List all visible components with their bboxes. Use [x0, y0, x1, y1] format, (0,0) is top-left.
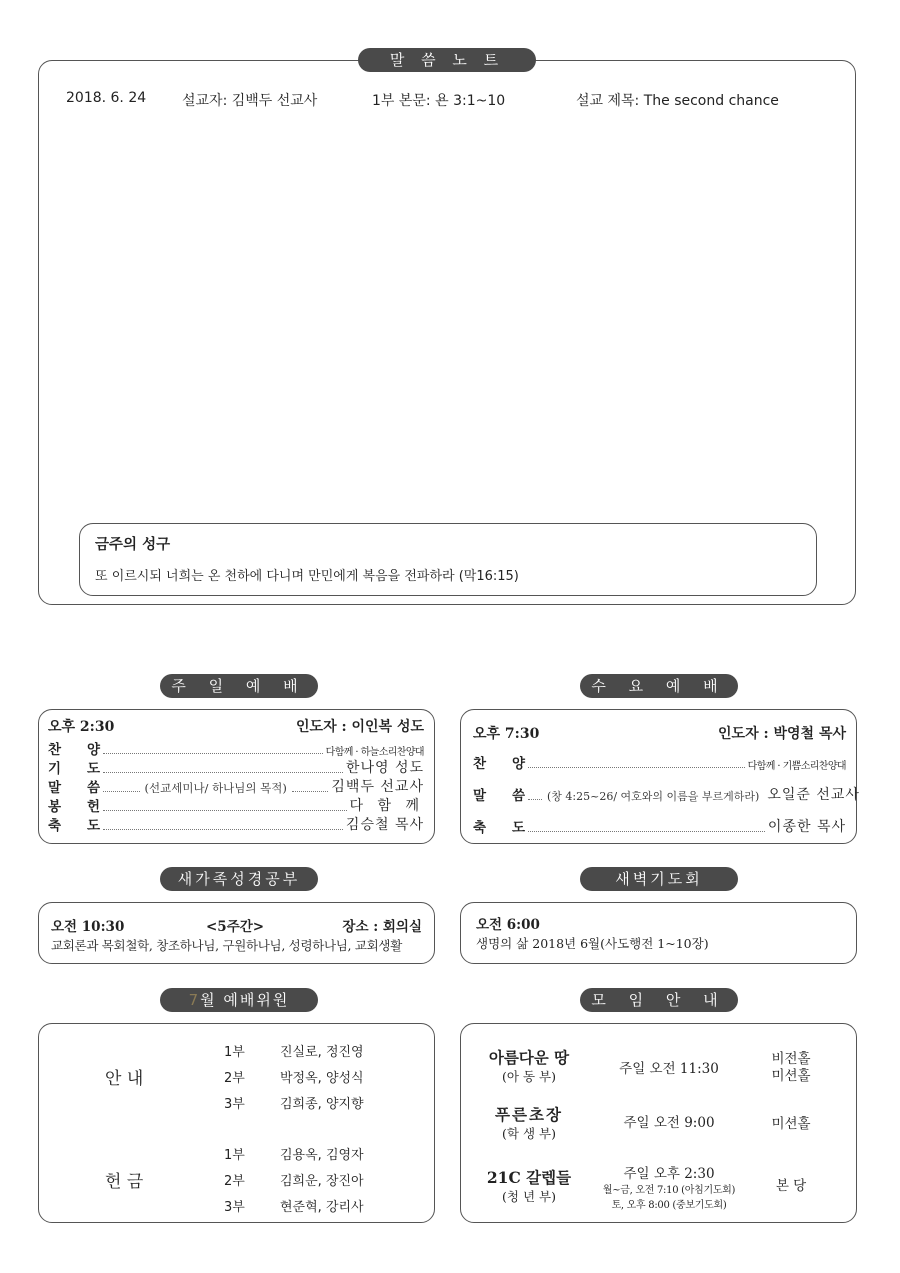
sunday-row-label: 찬 양 [48, 742, 100, 758]
sunday-row-name: 김백두 선교사 [331, 779, 424, 795]
dot-leader [528, 799, 542, 800]
committee-part: 2부 [224, 1071, 245, 1086]
committee-names: 김용옥, 김영자 [280, 1148, 364, 1163]
dot-leader [528, 831, 765, 832]
sunday-time: 오후 2:30 [48, 719, 115, 735]
sunday-row-name: 한나영 성도 [345, 760, 424, 776]
family-study-weeks: <5주간> [206, 919, 265, 935]
committee-title-month: 7 [188, 991, 201, 1009]
sunday-row-name: 다함께 · 하늘소리찬양대 [325, 747, 424, 758]
wednesday-row-label: 축 도 [473, 820, 525, 836]
committee-part: 1부 [224, 1148, 245, 1163]
sermon-title: 설교 제목: The second chance [576, 93, 779, 109]
wednesday-worship-title: 수 요 예 배 [580, 674, 738, 698]
family-study-topics: 교회론과 목회철학, 창조하나님, 구원하나님, 성령하나님, 교회생활 [51, 938, 402, 953]
sunday-leader: 인도자 : 이인복 성도 [296, 719, 424, 735]
meeting-note: 월~금, 오전 7:10 (아침기도회) [602, 1185, 736, 1196]
sunday-sermon-topic: (선교세미나/ 하나님의 목적) [144, 781, 287, 795]
sunday-worship-box [38, 709, 435, 844]
dot-leader [292, 791, 329, 792]
sunday-row-prayer [48, 757, 424, 777]
sermon-scripture: 1부 본문: 욘 3:1~10 [372, 93, 506, 109]
sermon-notes-box [38, 60, 856, 605]
meeting-name: 아름다운 땅 [488, 1048, 570, 1067]
family-study-box [38, 902, 435, 964]
family-study-time: 오전 10:30 [51, 919, 125, 935]
wednesday-row-label: 말 씀 [473, 788, 525, 804]
dot-leader [103, 772, 343, 773]
committee-group-label-ushers: 안 내 [105, 1069, 144, 1089]
meeting-note: 토, 오후 8:00 (중보기도회) [611, 1200, 727, 1211]
wednesday-leader: 인도자 : 박영철 목사 [718, 726, 846, 742]
dawn-prayer-title: 새벽기도회 [580, 867, 738, 891]
sunday-row-label: 말 씀 [48, 780, 100, 796]
sunday-row-label: 봉 헌 [48, 799, 100, 815]
wednesday-row-name: 오일준 선교사 [767, 787, 860, 803]
wednesday-time: 오후 7:30 [473, 726, 540, 742]
sermon-date: 2018. 6. 24 [66, 90, 147, 106]
wednesday-worship-box [460, 709, 860, 844]
sermon-preacher: 설교자: 김백두 선교사 [182, 93, 318, 109]
wednesday-row-sermon [473, 784, 860, 804]
committee-title [160, 988, 318, 1012]
wednesday-row-name: 이종한 목사 [767, 819, 846, 835]
dawn-prayer-box [460, 902, 857, 964]
family-study-place: 장소 : 회의실 [342, 919, 422, 935]
wednesday-sermon-topic: (창 4:25~26/ 여호와의 이름을 부르게하라) [547, 790, 760, 803]
family-study-title: 새가족성경공부 [160, 867, 318, 891]
meetings-box [460, 1023, 857, 1223]
committee-part: 3부 [224, 1200, 245, 1215]
dot-leader [103, 753, 323, 754]
meeting-dept: (학 생 부) [502, 1126, 556, 1141]
sunday-row-name: 다 함 께 [349, 798, 424, 814]
sunday-row-label: 축 도 [48, 818, 100, 834]
meeting-time: 주일 오전 9:00 [623, 1115, 715, 1131]
meeting-name: 푸른초장 [495, 1105, 563, 1124]
wednesday-row-benediction [473, 816, 846, 836]
meeting-place: 미션홀 [771, 1068, 811, 1084]
sunday-row-hymn [48, 738, 424, 758]
dot-leader [103, 829, 343, 830]
sunday-row-benediction [48, 814, 424, 834]
sunday-worship-title: 주 일 예 배 [160, 674, 318, 698]
sunday-row-label: 기 도 [48, 761, 100, 777]
committee-part: 1부 [224, 1045, 245, 1060]
committee-names: 진실로, 정진영 [280, 1045, 364, 1060]
meeting-dept: (아 동 부) [502, 1069, 556, 1084]
meeting-dept: (청 년 부) [502, 1189, 556, 1204]
sunday-row-name: 김승철 목사 [345, 817, 424, 833]
weekly-verse-box [79, 523, 817, 596]
wednesday-row-label: 찬 양 [473, 756, 525, 772]
dot-leader [103, 791, 140, 792]
committee-names: 박정옥, 양성식 [280, 1071, 364, 1086]
dawn-prayer-text: 생명의 삶 2018년 6월(사도행전 1~10장) [476, 936, 709, 951]
sunday-row-offering [48, 795, 424, 815]
committee-names: 김희운, 장진아 [280, 1174, 364, 1189]
meeting-place: 비전홀 [771, 1051, 811, 1067]
committee-names: 김희종, 양지향 [280, 1097, 364, 1112]
committee-box [38, 1023, 435, 1223]
notes-title: 말 씀 노 트 [358, 48, 536, 72]
dawn-prayer-time: 오전 6:00 [476, 917, 540, 933]
meeting-time: 주일 오전 11:30 [619, 1061, 719, 1077]
meeting-time: 주일 오후 2:30 [623, 1166, 715, 1182]
committee-part: 2부 [224, 1174, 245, 1189]
meeting-name: 21C 갈렙들 [486, 1168, 572, 1187]
sunday-row-sermon [48, 776, 424, 796]
committee-title-text: 월 예배위원 [200, 991, 290, 1009]
meeting-place: 본 당 [775, 1178, 807, 1194]
meeting-place: 미션홀 [771, 1116, 811, 1132]
committee-part: 3부 [224, 1097, 245, 1112]
weekly-verse-text: 또 이르시되 너희는 온 천하에 다니며 만민에게 복음을 전파하라 (막16:15) [95, 569, 519, 584]
dot-leader [528, 767, 745, 768]
wednesday-row-hymn [473, 752, 846, 772]
wednesday-row-name: 다함께 · 기쁨소리찬양대 [747, 761, 846, 772]
dot-leader [103, 810, 347, 811]
weekly-verse-heading: 금주의 성구 [95, 537, 171, 553]
committee-group-label-offering: 헌 금 [105, 1172, 144, 1192]
meetings-title: 모 임 안 내 [580, 988, 738, 1012]
committee-names: 현준혁, 강리사 [280, 1200, 364, 1215]
